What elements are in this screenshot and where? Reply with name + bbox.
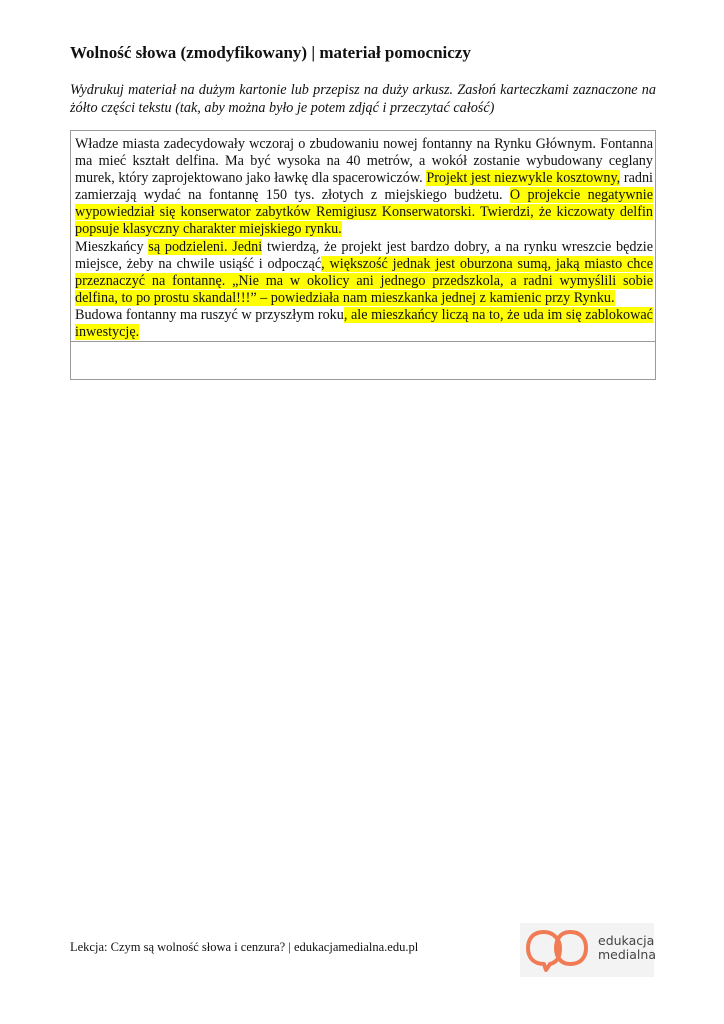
text-segment: Władze miasta zadecydowały wczoraj o zbudowaniu nowej fontanny na Rynku Głównym. Fontanna ma mieć kształt delfina. Ma być wysoka na 40 metrów, a wokół zostanie wybudowany ceglany murek, który zaprojektowano jako ławkę dla spacerowiczów. [75, 136, 653, 187]
instruction-text: Wydrukuj materiał na dużym kartonie lub przepisz na duży arkusz. Zasłoń karteczkami zaznaczone na żółto części tekstu (tak, aby można było je potem zdjąć i przeczytać całość) [70, 82, 656, 116]
speech-bubbles-logo-icon [524, 928, 594, 974]
logo-line-1: edukacja [598, 933, 655, 948]
article-text [75, 136, 653, 340]
article-paragraph [75, 136, 653, 239]
logo-line-2: medialna [598, 947, 656, 962]
text-segment: Mieszkańcy [75, 238, 149, 255]
text-segment: Budowa fontanny ma ruszyć w przyszłym roku [75, 306, 344, 323]
highlighted-segment: O projekcie negatywnie wypowiedział się konserwator zabytków Remigiusz Konserwatorski. Twierdzi, że kiczowaty delfin popsuje klasyczny charakter miejskiego rynku. [75, 187, 653, 238]
highlighted-segment: , większość jednak jest oburzona sumą, jaką miasto chce przeznaczyć na fontannę. „Nie ma w okolicy ani jednego przedszkola, a radni wymyślili sobie delfina, to po prostu skandal!!!” – powiedziała nam mieszkanka jednej z kamienic przy Rynku. [75, 255, 653, 306]
article-paragraph [75, 239, 653, 307]
table-divider [71, 341, 655, 342]
highlighted-segment: Projekt jest niezwykle kosztowny, [426, 170, 621, 187]
logo [520, 923, 654, 977]
footer-text: Lekcja: Czym są wolność słowa i cenzura? | edukacjamedialna.edu.pl [70, 940, 419, 954]
text-segment: twierdzą, że projekt jest bardzo dobry, a na rynku wreszcie będzie miejsce, żeby na chwile usiąść i odpocząć [75, 238, 654, 272]
article-paragraph [75, 307, 653, 341]
highlighted-segment: , ale mieszkańcy liczą na to, że uda im się zablokować inwestycję. [75, 306, 653, 341]
page-title: Wolność słowa (zmodyfikowany) | materiał pomocniczy [70, 43, 471, 62]
logo-text [598, 934, 656, 962]
text-box [70, 130, 656, 380]
highlighted-segment: są podzieleni. Jedni [148, 238, 263, 255]
text-segment: radni zamierzają wydać na fontannę 150 tys. złotych z miejskiego budżetu. [75, 170, 653, 204]
